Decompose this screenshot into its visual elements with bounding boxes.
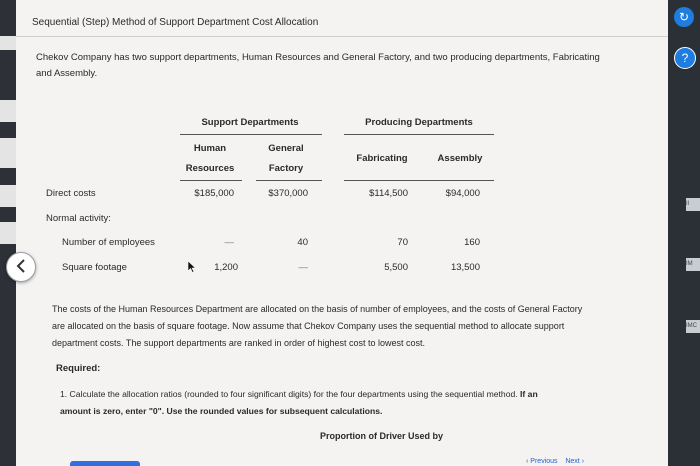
help-icon[interactable]: ? <box>674 47 696 69</box>
required-label: Required: <box>56 363 101 374</box>
col-header-fabricating: Fabricating <box>356 153 408 164</box>
cell-emp-fab: 70 <box>397 237 408 248</box>
proportion-header: Proportion of Driver Used by <box>320 431 444 441</box>
right-tab[interactable]: IMC <box>686 320 700 333</box>
cell-direct-asm: $94,000 <box>445 188 480 199</box>
group-header-support: Support Departments <box>201 117 299 128</box>
group-underline <box>344 134 494 135</box>
para-line-1: The costs of the Human Resources Department are allocated on the basis of number of employees, and the costs of General Factory <box>52 304 583 314</box>
instruction-bold-tail: If an <box>520 389 538 399</box>
chevron-left-icon <box>15 257 27 278</box>
para-line-3: department costs. The support departments are ranked in order of highest cost to lowest cost. <box>52 338 426 348</box>
left-sidebar-tab <box>0 36 16 50</box>
cell-sqft-asm: 13,500 <box>450 262 480 273</box>
right-tab[interactable]: Il <box>686 198 700 211</box>
refresh-icon[interactable]: ↻ <box>674 7 694 27</box>
cell-emp-hr: — <box>224 237 234 248</box>
question-page <box>16 0 668 466</box>
col-underline <box>344 180 494 181</box>
cell-emp-asm: 160 <box>464 237 480 248</box>
cell-sqft-hr: 1,200 <box>214 262 238 273</box>
group-underline <box>180 134 322 135</box>
col-header-gf-line2: Factory <box>268 163 304 174</box>
group-header-producing: Producing Departments <box>365 117 473 128</box>
left-sidebar-tab <box>0 185 16 207</box>
bottom-action-button[interactable] <box>70 461 140 466</box>
chevron-left-icon: ‹ <box>526 458 529 465</box>
row-label-normal-activity: Normal activity: <box>46 213 111 224</box>
prev-button[interactable]: ‹ Previous <box>526 458 558 465</box>
instruction-line-1 <box>60 389 538 399</box>
title-divider <box>16 36 668 37</box>
left-sidebar-tab <box>0 100 16 122</box>
bottom-nav[interactable] <box>526 458 584 465</box>
cell-emp-gf: 40 <box>297 237 308 248</box>
col-header-hr-line1: Human <box>193 143 227 154</box>
chevron-right-icon: › <box>581 458 585 465</box>
back-button[interactable] <box>6 252 36 282</box>
row-label-sqft: Square footage <box>62 262 127 273</box>
cell-direct-fab: $114,500 <box>369 188 408 199</box>
col-header-hr-line2: Resources <box>185 163 235 174</box>
left-sidebar-tab <box>0 222 16 244</box>
next-button[interactable]: Next › <box>565 458 585 465</box>
col-underline <box>256 180 322 181</box>
row-label-direct-costs: Direct costs <box>46 188 96 199</box>
cell-direct-hr: $185,000 <box>194 188 234 199</box>
right-bezel <box>668 0 700 466</box>
right-tab[interactable]: IM <box>686 258 700 271</box>
row-label-employees: Number of employees <box>62 237 155 248</box>
col-header-gf-line1: General <box>268 143 304 154</box>
intro-line-2: and Assembly. <box>36 68 98 79</box>
cell-sqft-fab: 5,500 <box>384 262 408 273</box>
col-header-assembly: Assembly <box>437 153 483 164</box>
instruction-text: 1. Calculate the allocation ratios (rounded to four significant digits) for the four departments using the sequential method. <box>60 389 518 399</box>
instruction-line-2: amount is zero, enter "0". Use the rounded values for subsequent calculations. <box>60 406 383 416</box>
para-line-2: are allocated on the basis of square footage. Now assume that Chekov Company uses the sequential method to allocate support <box>52 321 565 331</box>
col-underline <box>180 180 242 181</box>
cell-direct-gf: $370,000 <box>268 188 308 199</box>
page-title: Sequential (Step) Method of Support Department Cost Allocation <box>32 17 319 28</box>
intro-line-1: Chekov Company has two support departments, Human Resources and General Factory, and two producing departments, Fabricating <box>36 52 600 63</box>
cell-sqft-gf: — <box>298 262 308 273</box>
left-sidebar-tab <box>0 138 16 168</box>
